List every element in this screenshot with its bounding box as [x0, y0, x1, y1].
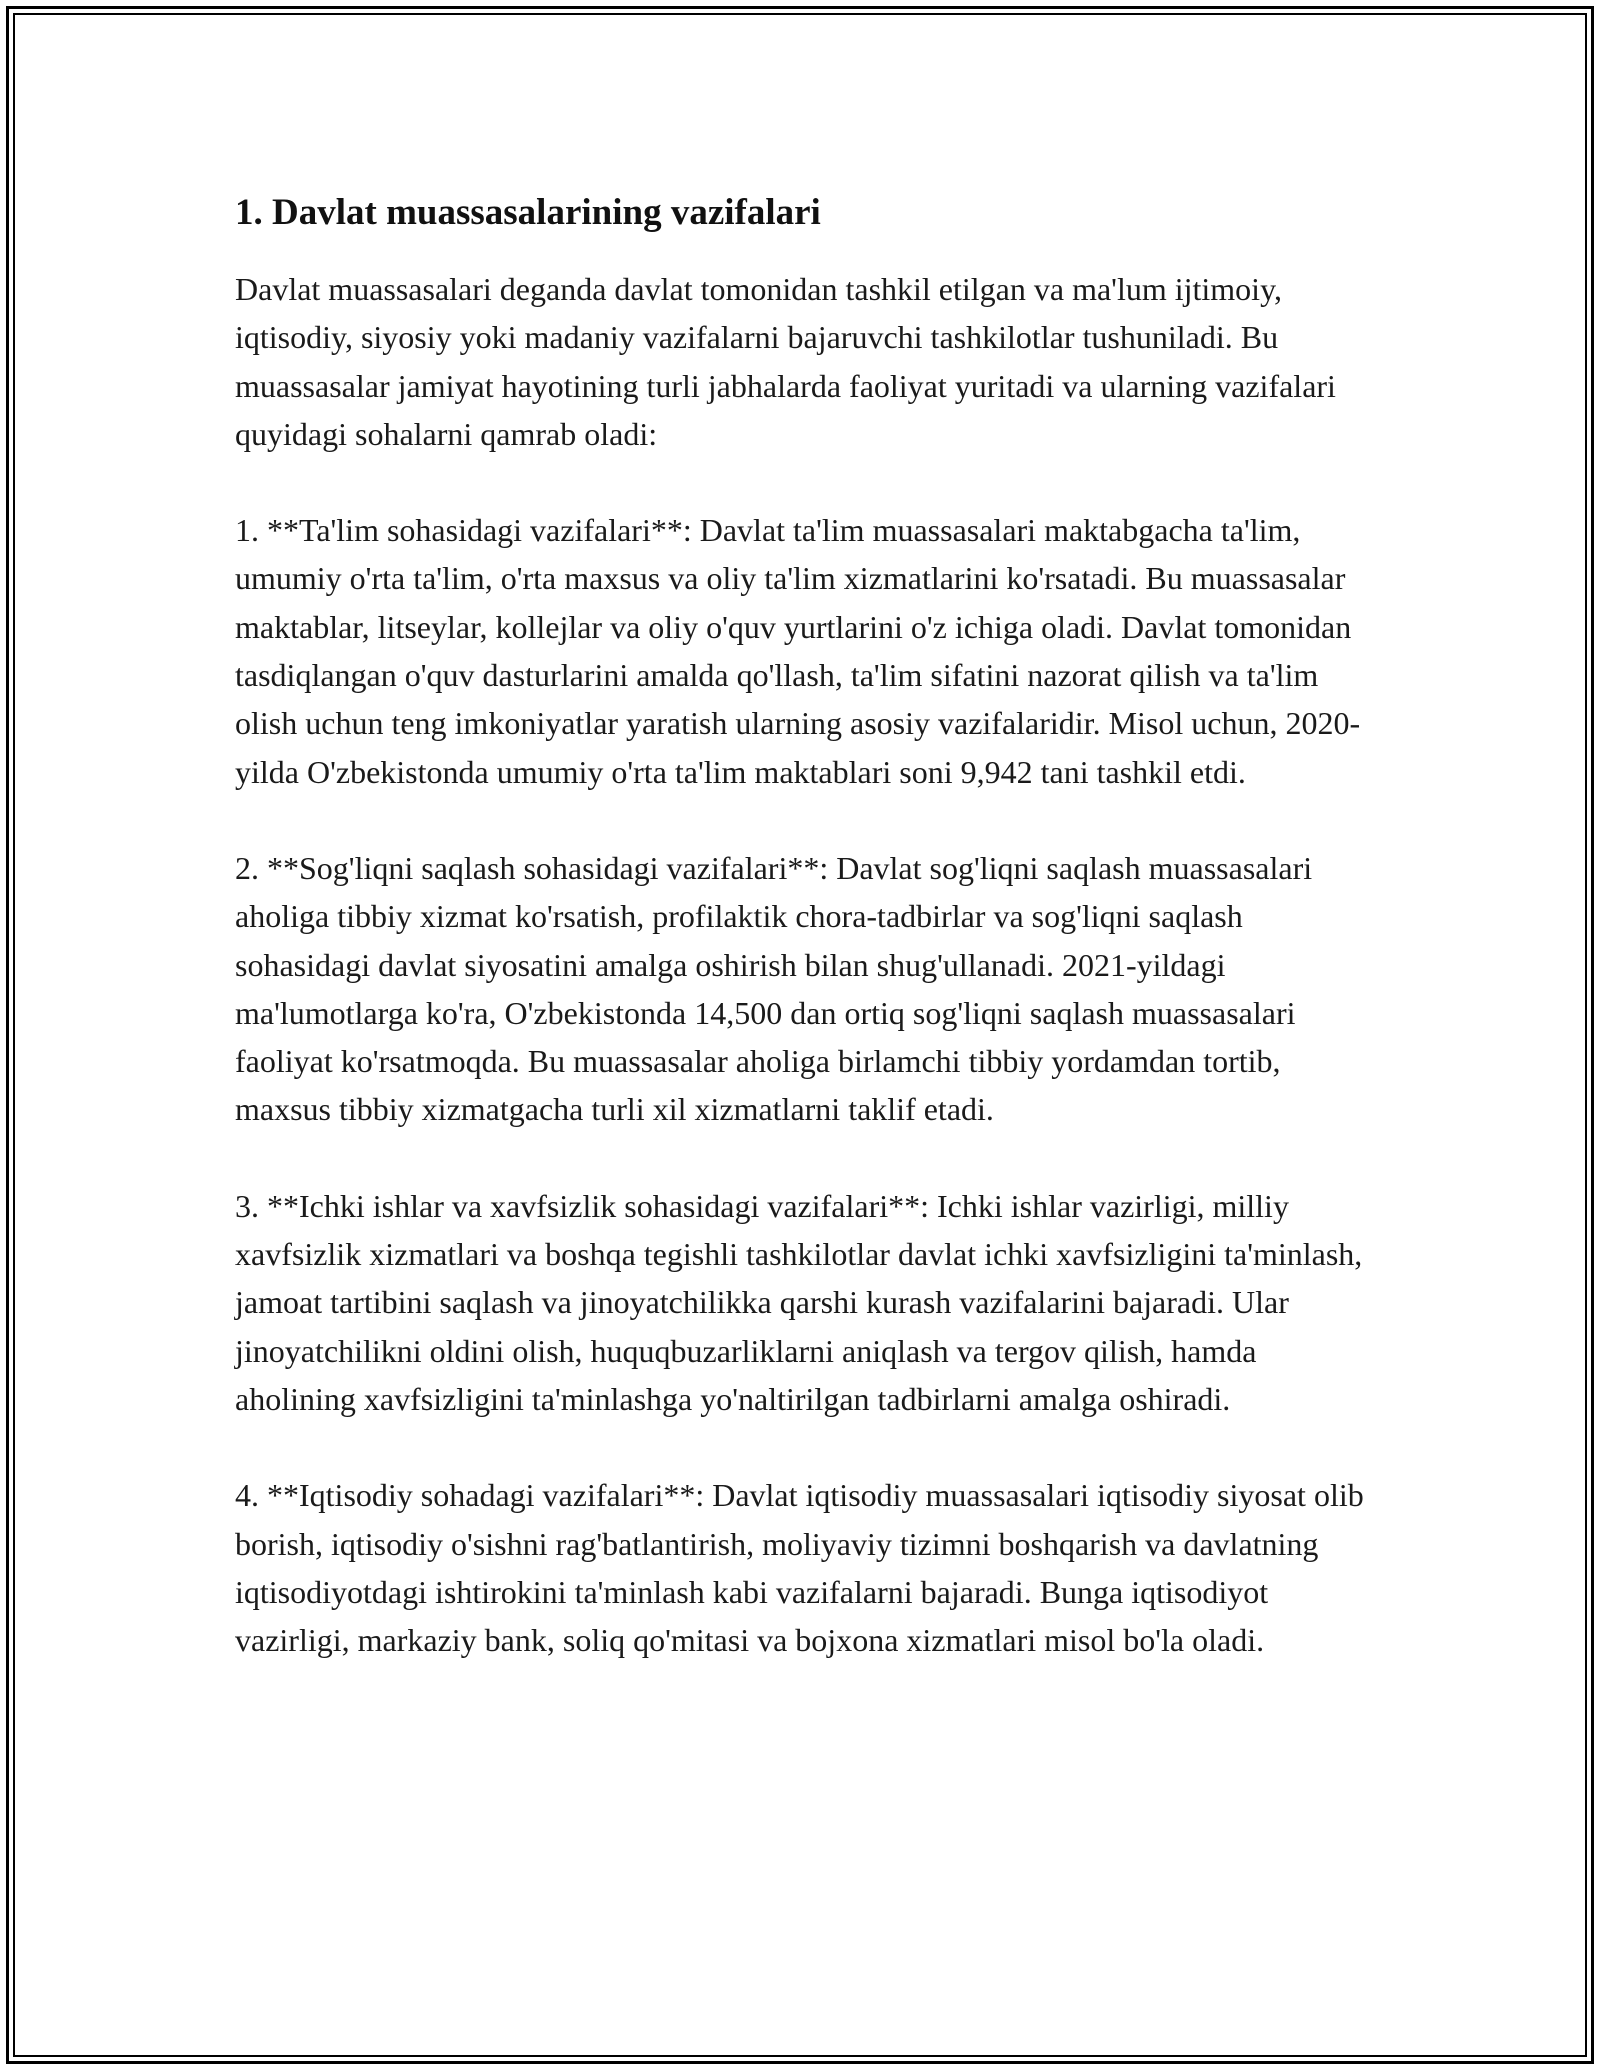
intro-paragraph: Davlat muassasalari deganda davlat tomonidan tashkil etilgan va ma'lum ijtimoiy, iqtisodiy, siyosiy yoki madaniy vazifalarni bajaruvchi tashkilotlar tushuniladi. Bu muassasalar jamiyat hayotining turli jabhalarda faoliyat yuritadi va ularning vazifalari quyidagi sohalarni qamrab oladi: — [235, 271, 1336, 452]
document-body — [235, 185, 1365, 1712]
section-heading: 1. Davlat muassasalarining vazifalari — [235, 192, 821, 233]
paragraph-education: 1. **Ta'lim sohasidagi vazifalari**: Davlat ta'lim muassasalari maktabgacha ta'lim, umumiy o'rta ta'lim, o'rta maxsus va oliy ta'lim xizmatlarini ko'rsatadi. Bu muassasalar maktablar, litseylar, kollejlar va oliy o'quv yurtlarini o'z ichiga oladi. Davlat tomonidan tasdiqlangan o'quv dasturlarini amalda qo'llash, ta'lim sifatini nazorat qilish va ta'lim olish uchun teng imkoniyatlar yaratish ularning asosiy vazifalaridir. Misol uchun, 2020-yilda O'zbekistonda umumiy o'rta ta'lim maktablari soni 9,942 tani tashkil etdi. — [235, 512, 1361, 790]
paragraph-economy: 4. **Iqtisodiy sohadagi vazifalari**: Davlat iqtisodiy muassasalari iqtisodiy siyosat olib borish, iqtisodiy o'sishni rag'batlantirish, moliyaviy tizimni boshqarish va davlatning iqtisodiyotdagi ishtirokini ta'minlash kabi vazifalarni bajaradi. Bunga iqtisodiyot vazirligi, markaziy bank, soliq qo'mitasi va bojxona xizmatlari misol bo'la oladi. — [235, 1477, 1364, 1659]
paragraph-security: 3. **Ichki ishlar va xavfsizlik sohasidagi vazifalari**: Ichki ishlar vazirligi, milliy xavfsizlik xizmatlari va boshqa tegishli tashkilotlar davlat ichki xavfsizligini ta'minlash, jamoat tartibini saqlash va jinoyatchilikka qarshi kurash vazifalarini bajaradi. Ular jinoyatchilikni oldini olish, huquqbuzarliklarni aniqlash va tergov qilish, hamda aholining xavfsizligini ta'minlashga yo'naltirilgan tadbirlarni amalga oshiradi. — [235, 1187, 1363, 1417]
paragraph-healthcare: 2. **Sog'liqni saqlash sohasidagi vazifalari**: Davlat sog'liqni saqlash muassasalari aholiga tibbiy xizmat ko'rsatish, profilaktik chora-tadbirlar va sog'liqni saqlash sohasidagi davlat siyosatini amalga oshirish bilan shug'ullanadi. 2021-yildagi ma'lumotlarga ko'ra, O'zbekistonda 14,500 dan ortiq sog'liqni saqlash muassasalari faoliyat ko'rsatmoqda. Bu muassasalar aholiga birlamchi tibbiy yordamdan tortib, maxsus tibbiy xizmatgacha turli xil xizmatlarni taklif etadi. — [235, 849, 1313, 1128]
